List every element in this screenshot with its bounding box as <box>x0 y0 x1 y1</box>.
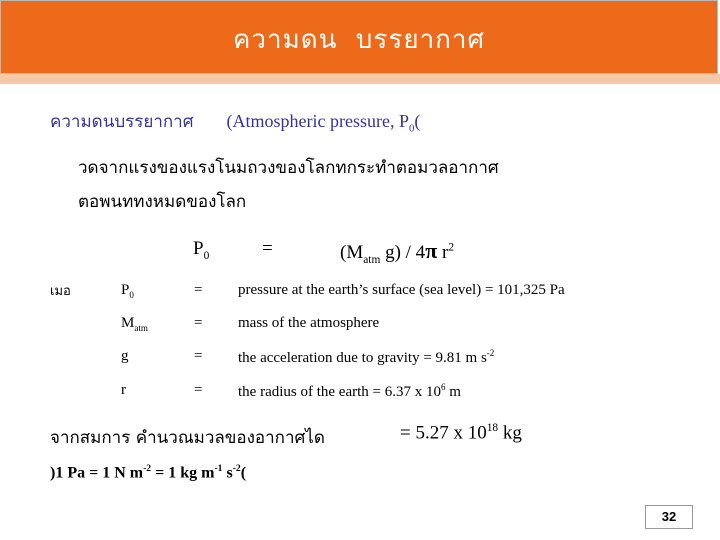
equation-rhs <box>340 238 454 266</box>
heading-english: (Atmospheric pressure, P <box>226 111 409 131</box>
body-line-2: ตอพนททงหมดของโลก <box>78 192 247 212</box>
result-value: = 5.27 x $10^{18}$ kg <box>400 422 522 444</box>
slide-title: ความดน บรรยากาศ <box>232 25 486 55</box>
title-underline-band <box>0 74 720 84</box>
heading-thai: ความดนบรรยากาศ <box>50 112 194 132</box>
equation-rhs-sup: 2 <box>448 241 455 254</box>
heading-english-sub: 0 <box>409 122 415 135</box>
def-row-1-text: mass of the atmosphere <box>238 315 380 331</box>
def-row-1-symbol: $M_{atm}$ <box>121 315 148 333</box>
body-line-1: วดจากแรงของแรงโนมถวงของโลกทกระทำตอมวลอากาศ <box>78 158 499 178</box>
equation-lhs-sub: 0 <box>203 249 210 262</box>
equation-equals: = <box>262 238 273 259</box>
def-row-3-text: the radius of the earth = 6.37 x $10^6$ m <box>238 382 461 400</box>
def-row-3-symbol: r <box>121 382 126 398</box>
equation-lhs-symbol: P <box>193 238 204 259</box>
result-thai: จากสมการ คำนวณมวลของอากาศได <box>50 428 325 448</box>
equation-rhs-r: r <box>437 242 449 263</box>
equation-rhs-open: (M <box>340 242 364 263</box>
page-number: 32 <box>645 505 693 529</box>
when-label: เมอ <box>50 284 71 299</box>
heading-english-close: ( <box>414 111 421 131</box>
def-row-0-text: pressure at the earth’s surface (sea level) = 101,325 Pa <box>238 282 565 298</box>
section-heading <box>50 108 420 135</box>
def-row-2-symbol: g <box>121 348 129 364</box>
def-row-3-equals: = <box>194 382 203 398</box>
def-row-1-equals: = <box>194 315 203 331</box>
equation-rhs-mid: g) / 4 <box>380 242 426 263</box>
unit-note: )1 Pa = 1 N $m^{-2} = 1$ kg $m^{-1}$ $s^{-2}$( <box>50 463 247 482</box>
def-row-2-equals: = <box>194 348 203 364</box>
def-row-0-symbol: $P_0$ <box>121 282 134 300</box>
def-row-2-text: the acceleration due to gravity = 9.81 m $s^{-2}$ <box>238 348 495 366</box>
equation-pi: π <box>425 238 438 263</box>
def-row-0-equals: = <box>194 282 203 298</box>
title-bar <box>0 0 718 74</box>
equation-lhs <box>193 238 209 262</box>
equation-rhs-sub: atm <box>363 253 381 266</box>
